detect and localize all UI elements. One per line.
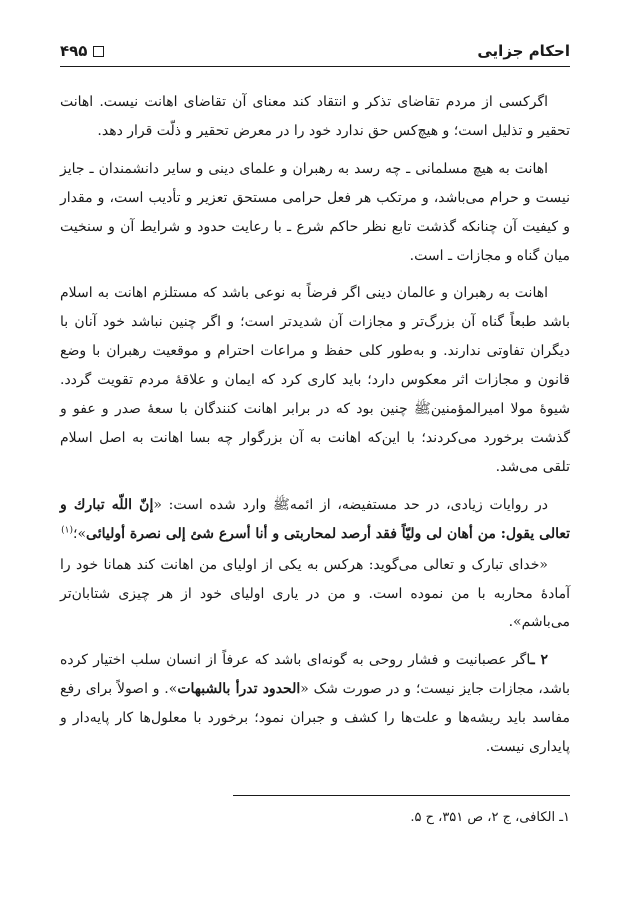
footnote-divider: [233, 795, 570, 796]
square-outline-icon: [93, 46, 104, 57]
footnote-reference: (۱): [61, 525, 74, 536]
paragraph-2: اهانت به هیچ مسلمانی ـ چه رسد به رهبران و علمای دینی و سایر دانشمندان ـ جایز نیست و حرام می‌باشد، و مرتکب هر فعل حرامی مستحق تعزیر و تأدیب است، و مقدار و کیفیت آن چنانکه گذشت تابع نظر حاکم شرع ـ با رعایت حدود و شرایط آن و سنخیت میان گناه و مجازات ـ است.: [60, 160, 570, 264]
paragraph-5-a: اگر عصبانیت و فشار روحی به گونه‌ای باشد که عرفاً از انسان سلب اختیار کرده باشد، مجازات جایز نیست؛ و در صورت شک «: [60, 652, 570, 698]
page-header: [60, 42, 570, 66]
hadith-arabic: إنّ اللّه تبارك و تعالى يقول: من أهان لى وليّاً فقد أرصد لمحاربتى و أنا أسرع شئ إلى نصرة أوليائى: [60, 496, 570, 542]
paragraph-1: اگرکسی از مردم تقاضای تذکر و انتقاد کند معنای آن تقاضای اهانت نیست. اهانت تحقیر و تذلیل است؛ و هیچ‌کس حق ندارد خود را در معرض تحقیر و ذلّت قرار دهد.: [60, 94, 570, 139]
hadith-close: »؛: [73, 525, 87, 542]
item-number: ۲ ـ: [530, 652, 549, 669]
paragraph-3: اهانت به رهبران و عالمان دینی اگر فرضاً به نوعی باشد که مستلزم اهانت به اسلام باشد طبعاً گناه آن بزرگ‌تر و مجازات آن شدیدتر است؛ و اگر چنین نباشد خود آنان با دیگران تفاوتی ندارند. و به‌طور کلی حفظ و مراعات احترام و موقعیت رهبران با وضع قانون و مجازات اثر معکوس دارد؛ باید کاری کرد که ایمان و علاقهٔ مردم تقویت گردد. شیوهٔ مولا امیرالمؤمنین‌ﷺ چنین بود که در برابر اهانت کنندگان با سعهٔ صدر و عفو و گذشت برخورد می‌کردند؛ با این‌که اهانت به آن بزرگوار چه بسا اهانت به اصل اسلام تلقی می‌شد.: [60, 285, 570, 475]
hadith-translation: «خدای تبارک و تعالی می‌گوید: هرکس به یکی از اولیای من اهانت کند همانا خود را آمادهٔ محاربه با من نموده است. و من در یاری اولیای خود از هر چیزی شتابان‌تر می‌باشم».: [60, 556, 570, 631]
body-text: [60, 88, 570, 764]
header-divider: [60, 66, 570, 67]
legal-maxim: الحدود تدرأ بالشبهات: [177, 681, 301, 698]
page-number: ۴۹۵: [60, 42, 88, 60]
paragraph-5: [60, 646, 570, 762]
paragraph-4: [60, 491, 570, 549]
paragraph-5-b: ». و اصولاً برای رفع مفاسد باید ریشه‌ها و علت‌ها را کشف و جبران نمود؛ برخورد با معلول‌ها کار پایه‌دار و پایداری نیست.: [60, 681, 570, 756]
running-title: احکام جزایی: [477, 42, 570, 60]
page-number-group: [60, 42, 104, 60]
footnote: ۱ـ الکافی، ج ۲، ص ۳۵۱، ح ۵.: [410, 810, 570, 825]
paragraph-4-intro: در روایات زیادی، در حد مستفیضه، از ائمه‌ﷺ وارد شده است: «: [153, 496, 548, 513]
